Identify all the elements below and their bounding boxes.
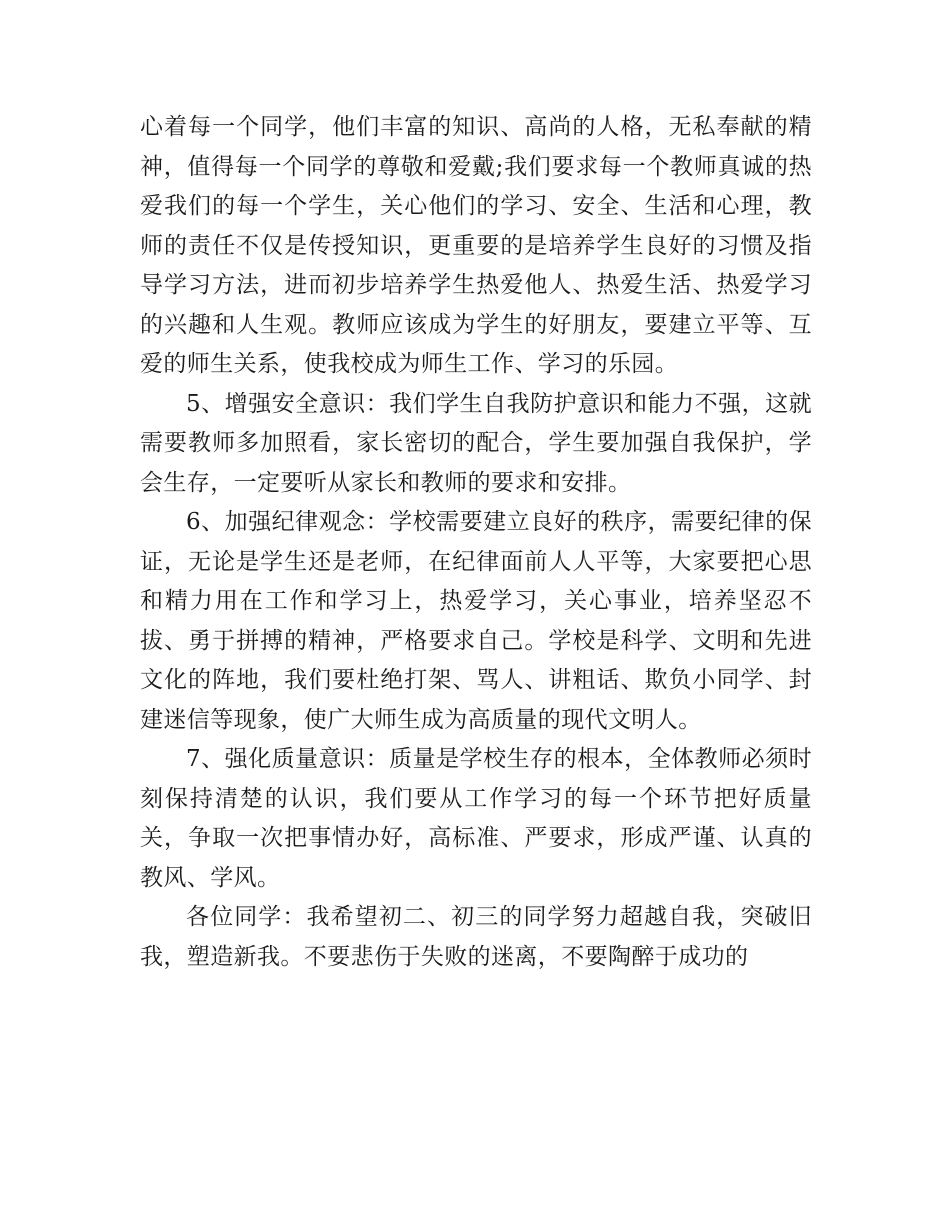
document-body [140,108,812,977]
paragraph-discipline: 6、加强纪律观念：学校需要建立良好的秩序，需要纪律的保证，无论是学生还是老师，在纪律面前人人平等，大家要把心思和精力用在工作和学习上，热爱学习，关心事业，培养坚忍不拔、勇于拼搏的精神，严格要求自己。学校是科学、文明和先进文化的阵地，我们要杜绝打架、骂人、讲粗话、欺负小同学、封建迷信等现象，使广大师生成为高质量的现代文明人。 [140,509,812,733]
paragraph-closing-address: 各位同学：我希望初二、初三的同学努力超越自我，突破旧我，塑造新我。不要悲伤于失败的迷离，不要陶醉于成功的 [140,904,812,970]
paragraph-continuation: 心着每一个同学，他们丰富的知识、高尚的人格，无私奉献的精神，值得每一个同学的尊敬和爱戴;我们要求每一个教师真诚的热爱我们的每一个学生，关心他们的学习、安全、生活和心理，教师的责任不仅是传授知识，更重要的是培养学生良好的习惯及指导学习方法，进而初步培养学生热爱他人、热爱生活、热爱学习的兴趣和人生观。教师应该成为学生的好朋友，要建立平等、互爱的师生关系，使我校成为师生工作、学习的乐园。 [140,114,812,377]
paragraph-safety-awareness: 5、增强安全意识：我们学生自我防护意识和能力不强，这就需要教师多加照看，家长密切的配合，学生要加强自我保护，学会生存，一定要听从家长和教师的要求和安排。 [140,390,812,496]
paragraph-quality-awareness: 7、强化质量意识：质量是学校生存的根本，全体教师必须时刻保持清楚的认识，我们要从工作学习的每一个环节把好质量关，争取一次把事情办好，高标准、严要求，形成严谨、认真的教风、学风。 [140,746,812,891]
